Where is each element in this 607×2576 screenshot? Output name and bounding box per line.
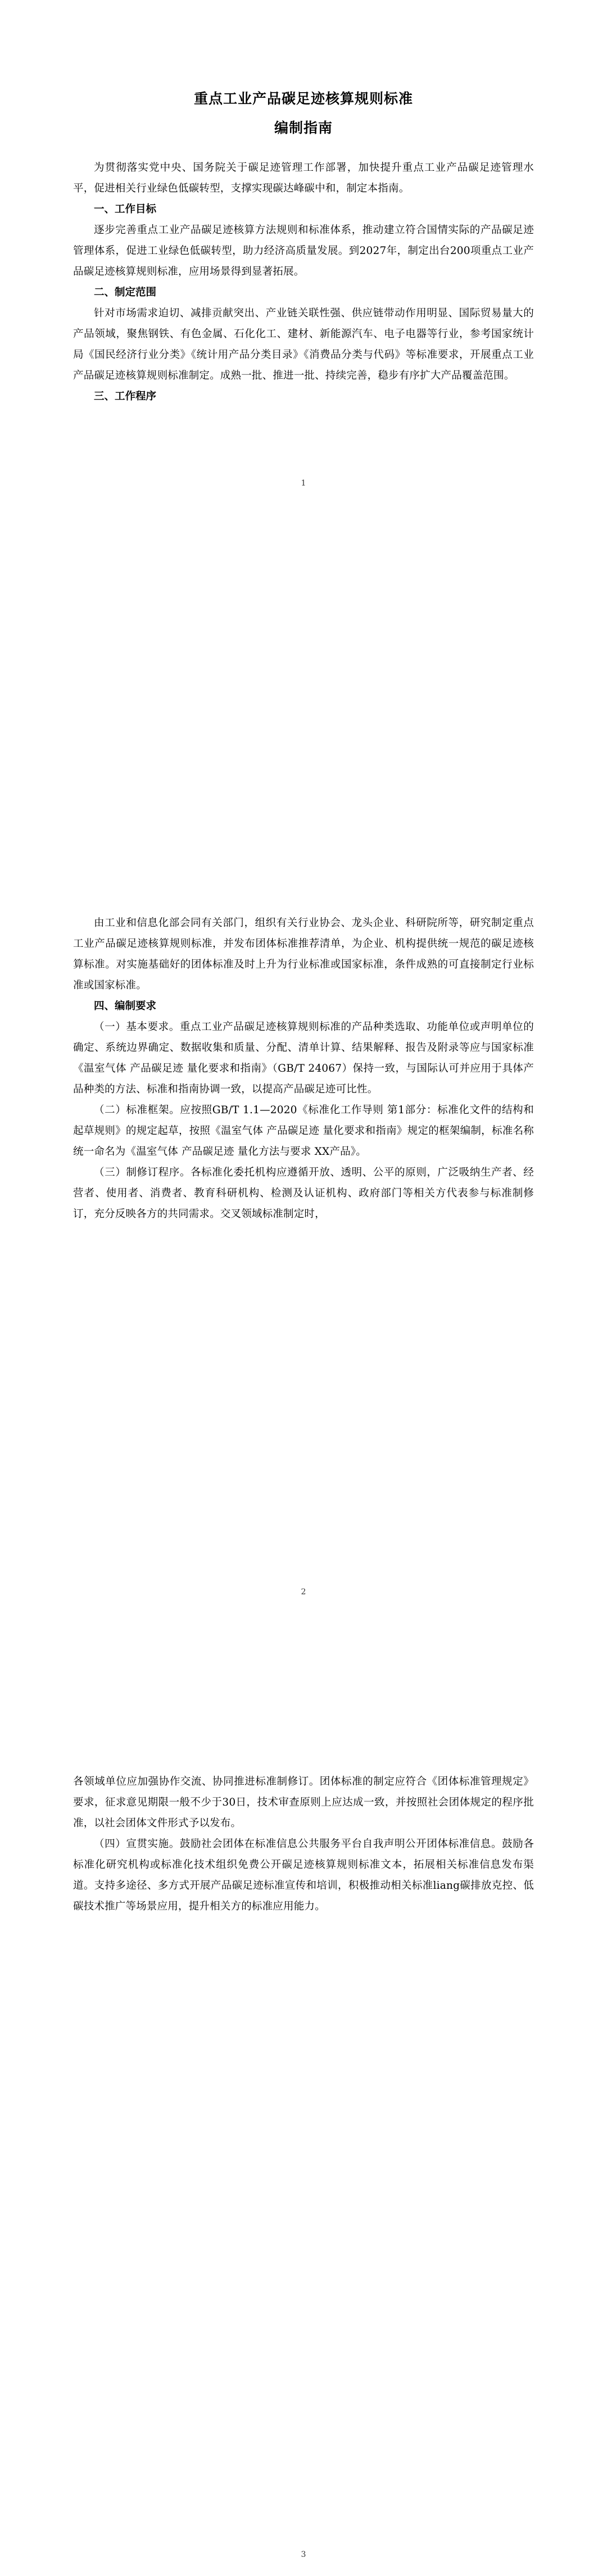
page-title-line2: 编制指南 (274, 120, 333, 136)
page-number-1: 1 (301, 479, 306, 488)
paragraph-promotion: （四）宣贯实施。鼓励社会团体在标准信息公共服务平台自我声明公开团体标准信息。鼓励各标准化研究机构或标准化技术组织免费公开碳足迹核算规则标准文本，拓展相关标准信息发布渠道。支持多途径、多方式开展产品碳足迹标准宣传和培训，积极推动相关标准liang碳排放克控、低碳技术推广等场景应用，提升相关方的标准应用能力。 (73, 1838, 534, 1912)
paragraph-procedure-body: 由工业和信息化部会同有关部门，组织有关行业协会、龙头企业、科研院所等，研究制定重点工业产品碳足迹核算规则标准，并发布团体标准推荐清单，为企业、机构提供统一规范的碳足迹核算标准。对实施基础好的团体标准及时上升为行业标准或国家标准，条件成熟的可直接制定行业标准或国家标准。 (73, 917, 534, 991)
paragraph-intro: 为贯彻落实党中央、国务院关于碳足迹管理工作部署，加快提升重点工业产品碳足迹管理水平，促进相关行业绿色低碳转型，支撑实现碳达峰碳中和，制定本指南。 (73, 162, 534, 194)
section-heading-work-goals: 一、工作目标 (94, 203, 157, 215)
page-title-line1: 重点工业产品碳足迹核算规则标准 (193, 90, 413, 107)
paragraph-standard-framework: （二）标准框架。应按照GB/T 1.1—2020《标准化工作导则 第1部分：标准化文件的结构和起草规则》的规定起草，按照《温室气体 产品碳足迹 量化要求和指南》规定的框架编制，标准名称统一命名为《温室气体 产品碳足迹 量化方法与要求 XX产品》。 (73, 1104, 534, 1158)
document-page-2 (0, 859, 607, 1717)
document-page-1 (0, 0, 607, 859)
section-heading-procedure: 三、工作程序 (94, 391, 157, 402)
document-page-3 (0, 1717, 607, 2576)
paragraph-work-goals: 逐步完善重点工业产品碳足迹核算方法规则和标准体系，推动建立符合国情实际的产品碳足迹管理体系，促进工业绿色低碳转型，助力经济高质量发展。到2027年，制定出台200项重点工业产品碳足迹核算规则标准，应用场景得到显著拓展。 (73, 224, 534, 278)
page-number-3: 3 (301, 2550, 306, 2559)
paragraph-basic-requirements: （一）基本要求。重点工业产品碳足迹核算规则标准的产品种类选取、功能单位或声明单位的确定、系统边界确定、数据收集和质量、分配、清单计算、结果解释、报告及附录等应与国家标准《温室气体 产品碳足迹 量化要求和指南》（GB/T 24067）保持一致，与国际认可并应用于具体产品种类的方法、标准和指南协调一致，以提高产品碳足迹可比性。 (73, 1021, 534, 1095)
section-heading-requirements: 四、编制要求 (94, 1000, 157, 1012)
section-heading-scope: 二、制定范围 (94, 287, 157, 298)
paragraph-revision-procedure: （三）制修订程序。各标准化委托机构应遵循开放、透明、公平的原则，广泛吸纳生产者、经营者、使用者、消费者、教育科研机构、检测及认证机构、政府部门等相关方代表参与标准制修订，充分反映各方的共同需求。交叉领域标准制定时， (73, 1167, 534, 1220)
paragraph-scope: 针对市场需求迫切、减排贡献突出、产业链关联性强、供应链带动作用明显、国际贸易量大的产品领域，聚焦钢铁、有色金属、石化化工、建材、新能源汽车、电子电器等行业，参考国家统计局《国民经济行业分类》《统计用产品分类目录》《消费品分类与代码》等标准要求，开展重点工业产品碳足迹核算规则标准制定。成熟一批、推进一批、持续完善，稳步有序扩大产品覆盖范围。 (73, 307, 534, 382)
page-number-2: 2 (301, 1588, 306, 1597)
paragraph-revision-continued: 各领域单位应加强协作交流、协同推进标准制修订。团体标准的制定应符合《团体标准管理规定》要求，征求意见期限一般不少于30日，技术审查原则上应达成一致，并按照社会团体规定的程序批准，以社会团体文件形式予以发布。 (73, 1776, 534, 1829)
